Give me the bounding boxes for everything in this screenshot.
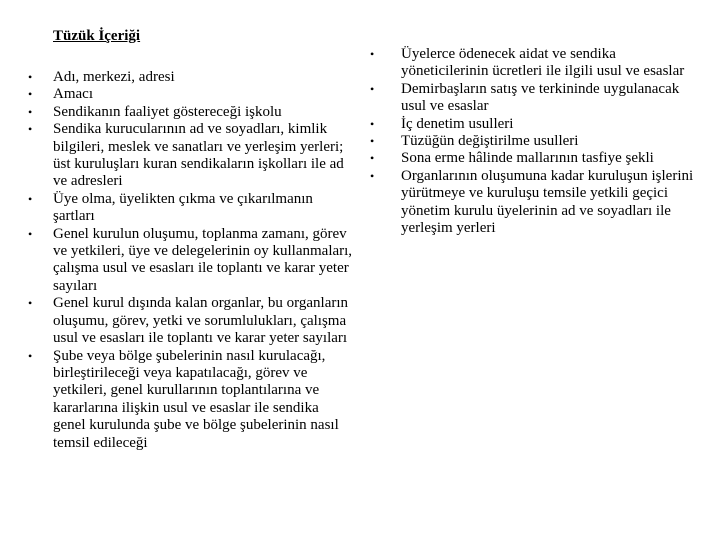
- bullet-icon: •: [28, 122, 33, 137]
- list-item-text: Sona erme hâlinde mallarının tasfiye şekli: [401, 150, 654, 167]
- bullet-icon: •: [28, 348, 33, 363]
- page-title: Tüzük İçeriği: [53, 28, 141, 44]
- right-bullet-list: [370, 46, 700, 237]
- list-item-text: Üye olma, üyelikten çıkma ve çıkarılmanın şartları: [53, 190, 313, 225]
- list-item: [28, 121, 354, 191]
- bullet-icon: •: [370, 116, 375, 131]
- bullet-icon: •: [370, 134, 375, 149]
- bullet-icon: •: [370, 168, 375, 183]
- list-item-text: Şube veya bölge şubelerinin nasıl kurulacağı, birleştirileceği veya kapatılacağı, görev ve yetkileri, genel kurullarının toplantılarına ve kararlarına ilişkin usul ve esaslar ile sendika genel kurulunda şube ve bölge şubelerinin nasıl temsil edileceği: [53, 347, 339, 451]
- list-item: [370, 116, 700, 133]
- list-item: [370, 81, 700, 116]
- bullet-icon: •: [28, 87, 33, 102]
- list-item-text: Sendikanın faaliyet göstereceği işkolu: [53, 103, 282, 120]
- bullet-icon: •: [28, 191, 33, 206]
- bullet-icon: •: [28, 104, 33, 119]
- list-item: [370, 150, 700, 167]
- list-item: [370, 133, 700, 150]
- list-item-text: Organlarının oluşumuna kadar kuruluşun işlerini yürütmeye ve kuruluşu temsile yetkili geçici yönetim kurulu üyelerinin ad ve soyadları ile yerleşim yerleri: [401, 167, 694, 237]
- bullet-icon: •: [370, 151, 375, 166]
- list-item: [28, 348, 354, 452]
- list-item-text: İç denetim usulleri: [401, 115, 514, 132]
- bullet-icon: •: [28, 296, 33, 311]
- list-item-text: Üyelerce ödenecek aidat ve sendika yöneticilerinin ücretleri ile ilgili usul ve esaslar: [401, 46, 685, 80]
- list-item: [28, 226, 354, 296]
- list-item-text: Genel kurulun oluşumu, toplanma zamanı, görev ve yetkileri, üye ve delegelerinin oy kullanmaları, çalışma usul ve esasları ile toplantı ve karar yeter sayıları: [53, 225, 353, 294]
- list-item-text: Demirbaşların satış ve terkininde uygulanacak usul ve esaslar: [401, 80, 680, 115]
- list-item-text: Amacı: [53, 86, 93, 103]
- list-item: [28, 191, 354, 226]
- bullet-icon: •: [28, 70, 33, 84]
- list-item: [28, 86, 354, 103]
- left-bullet-list: [28, 69, 354, 452]
- list-item: [28, 104, 354, 121]
- bullet-icon: •: [370, 81, 375, 96]
- list-item-text: Adı, merkezi, adresi: [53, 69, 175, 85]
- list-item-text: Genel kurul dışında kalan organlar, bu organların oluşumu, görev, yetki ve sorumlulukları, çalışma usul ve esasları ile toplantı ve karar yeter sayıları: [53, 295, 349, 347]
- list-item-text: Sendika kurucularının ad ve soyadları, kimlik bilgileri, meslek ve sanatları ve yerleşim yerleri; üst kuruluşları kuran sendikaların işkolları ile ad ve adresleri: [53, 121, 344, 190]
- list-item: [370, 46, 700, 81]
- list-item: [28, 69, 354, 86]
- bullet-icon: •: [370, 47, 375, 61]
- list-item-text: Tüzüğün değiştirilme usulleri: [401, 133, 579, 150]
- bullet-icon: •: [28, 226, 33, 241]
- list-item: [28, 295, 354, 347]
- list-item: [370, 168, 700, 238]
